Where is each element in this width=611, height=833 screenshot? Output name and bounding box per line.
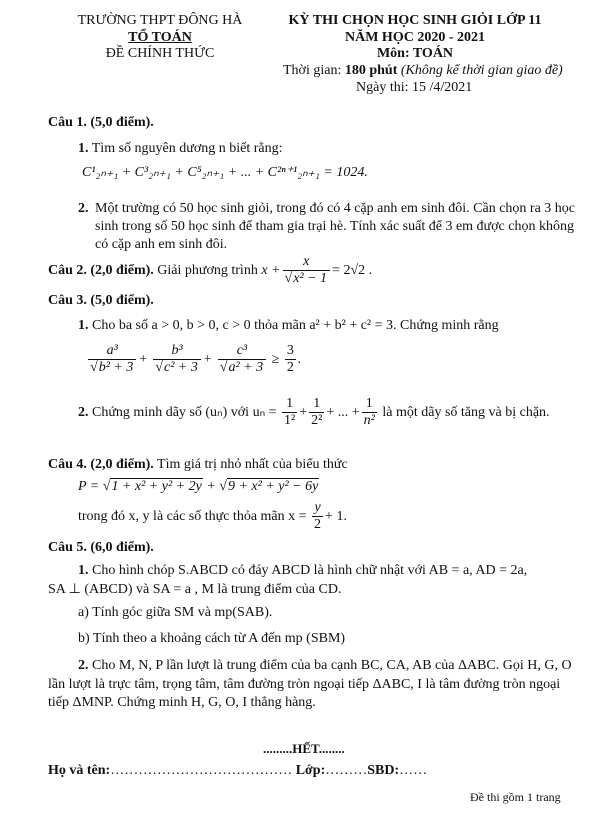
q4-text: Tìm giá trị nhỏ nhất của biểu thức: [153, 457, 348, 472]
q1-p2-line: có cặp anh em sinh đôi.: [95, 237, 228, 252]
time-note: (Không kể thời gian giao đề): [397, 63, 563, 78]
q2-num: x: [303, 254, 310, 270]
q1-part2: [78, 200, 89, 218]
q5-p1-line1: [78, 562, 527, 580]
frac-num: 1: [286, 396, 294, 412]
frac-den: b² + 3: [98, 360, 134, 376]
frac-num: y: [314, 500, 321, 516]
relation: ≥: [271, 352, 280, 367]
q4-condition: [78, 500, 347, 534]
frac-num: b³: [171, 343, 183, 359]
q5-p2-num: 2.: [78, 658, 89, 673]
q2: [48, 254, 372, 288]
q1-p1-num: 1.: [78, 141, 89, 156]
sbd-field: ……: [399, 763, 428, 778]
q5-p1-text: Cho hình chóp S.ABCD có đáy ABCD là hình chữ nhật với AB = a, AD = 2a,: [88, 563, 528, 578]
q4-line: [48, 456, 348, 474]
q2-rhs: = 2√2 .: [332, 263, 373, 278]
subject: Môn: TOÁN: [376, 46, 454, 61]
q1-heading: Câu 1. (5,0 điểm).: [48, 115, 154, 130]
q1-formula: C¹₂ₙ₊₁ + C³₂ₙ₊₁ + C⁵₂ₙ₊₁ + ... + C²ⁿ⁺¹₂ₙ₊₁ = 1024.: [82, 165, 368, 180]
q5-p1-num: 1.: [78, 563, 89, 578]
frac-num: 1: [313, 396, 321, 412]
frac-num: 1: [365, 396, 373, 412]
q3-p1-num: 1.: [78, 318, 89, 333]
school-year: NĂM HỌC 2020 - 2021: [345, 30, 485, 45]
q3-p2-tail: là một dãy số tăng và bị chặn.: [378, 405, 550, 420]
p-lhs: P =: [78, 479, 100, 494]
frac-den: 1²: [284, 413, 296, 429]
frac-den: 2: [286, 360, 294, 376]
frac-num: c³: [236, 343, 248, 359]
frac-den: 2²: [311, 413, 323, 429]
class-label: Lớp:: [292, 763, 326, 778]
exam-title: KỲ THI CHỌN HỌC SINH GIỎI LỚP 11: [288, 13, 542, 28]
q3-inequality: $\frac{\text{a³}}{\text{√b² + 3}}$ + $\frac{\text{b³}}{\text{√c² + 3}}$ + $\frac{\text{c³}}{\text{√a² + 3}}$ ≥ $\frac{3}{2}$ .: [90, 343, 302, 376]
q5-part-a: a) Tính góc giữa SM và mp(SAB).: [78, 605, 273, 620]
school-name: TRƯỜNG THPT ĐÔNG HÀ: [77, 13, 243, 28]
frac-den: n²: [363, 413, 375, 429]
q5-p2-line3: tiếp ΔMNP. Chứng minh H, G, O, I thẳng hàng.: [48, 695, 316, 710]
q2-text: Giải phương trình: [153, 263, 262, 278]
q5-p2-line2: lần lượt là trực tâm, trọng tâm, tâm đường tròn ngoại tiếp ΔABC, I là tâm đường tròn ngoại: [48, 677, 561, 692]
exam-time: [283, 62, 563, 80]
q1-p2-line: sinh trong số 50 học sinh để tham gia trại hè. Tính xác suất để 3 em được chọn không: [95, 219, 574, 234]
q1-part1: [78, 140, 283, 158]
q1-p1-text: Tìm số nguyên dương n biết rằng:: [91, 141, 283, 156]
official-label: ĐỀ CHÍNH THỨC: [105, 46, 215, 61]
frac-den: a² + 3: [228, 360, 264, 376]
cond-tail: + 1.: [325, 509, 347, 524]
class-field: ………: [325, 763, 368, 778]
q2-den: x² − 1: [293, 271, 328, 287]
sbd-label: SBD:: [367, 763, 400, 778]
page-count: Đề thi gồm 1 trang: [470, 790, 561, 804]
name-label: Họ và tên:: [48, 763, 111, 778]
time-value: 180 phút: [344, 63, 398, 78]
candidate-info: [48, 762, 427, 780]
frac-num: a³: [106, 343, 118, 359]
department-label: TỔ TOÁN: [128, 30, 192, 45]
radicand-1: 1 + x² + y² + 2y: [111, 479, 202, 494]
q5-part-b: b) Tính theo a khoảng cách từ A đến mp (SBM): [78, 631, 346, 646]
q3-part1: [78, 317, 499, 335]
q4-heading: Câu 4. (2,0 điểm).: [48, 457, 154, 472]
radicand-2: 9 + x² + y² − 6y: [227, 479, 319, 494]
q1-p2-line: Một trường có 50 học sinh giỏi, trong đó có 4 cặp anh em sinh đôi. Cần chọn ra 3 học: [95, 201, 576, 216]
frac-den: c² + 3: [163, 360, 198, 376]
q5-heading: Câu 5. (6,0 điểm).: [48, 540, 154, 555]
q3-p1-text: Cho ba số a > 0, b > 0, c > 0 thỏa mãn a² + b² + c² = 3. Chứng minh rằng: [92, 318, 499, 333]
frac-den: 2: [314, 517, 322, 533]
q3-p2-text: Chứng minh dãy số (uₙ) với uₙ =: [88, 405, 277, 420]
q5-p1-line2: SA ⊥ (ABCD) và SA = a , M là trung điểm của CD.: [48, 582, 342, 597]
q3-p2-num: 2.: [78, 405, 89, 420]
frac-num: 3: [286, 343, 294, 359]
time-label: Thời gian:: [283, 63, 345, 78]
q2-heading: Câu 2. (2,0 điểm).: [48, 263, 154, 278]
q3-heading: Câu 3. (5,0 điểm).: [48, 293, 154, 308]
q2-fraction: $\frac{x}{\text{√x² − 1}}$: [283, 254, 331, 287]
dots: + ... +: [326, 405, 360, 420]
cond-text: trong đó x, y là các số thực thỏa mãn x =: [78, 509, 307, 524]
q4-expression: P = √1 + x² + y² + 2y + √9 + x² + y² − 6y: [78, 479, 319, 494]
q3-part2: 2. Chứng minh dãy số (uₙ) với uₙ = $\frac{1}{\text{1²}}$ + $\frac{1}{\text{2²}}$ + ... + $\frac{1}{\text{n²}}$ là một dãy số tăng và bị chặn.: [78, 396, 550, 429]
q5-p2-line1: [78, 657, 572, 675]
name-field: …………………………………: [110, 763, 293, 778]
end-marker: .........HẾT........: [263, 741, 345, 756]
q2-lhs: x +: [261, 263, 281, 278]
q1-p2-num: 2.: [78, 201, 89, 216]
exam-date: Ngày thi: 15 /4/2021: [356, 80, 473, 95]
q5-p2-text: Cho M, N, P lần lượt là trung điểm của ba cạnh BC, CA, AB của ΔABC. Gọi H, G, O: [88, 658, 572, 673]
